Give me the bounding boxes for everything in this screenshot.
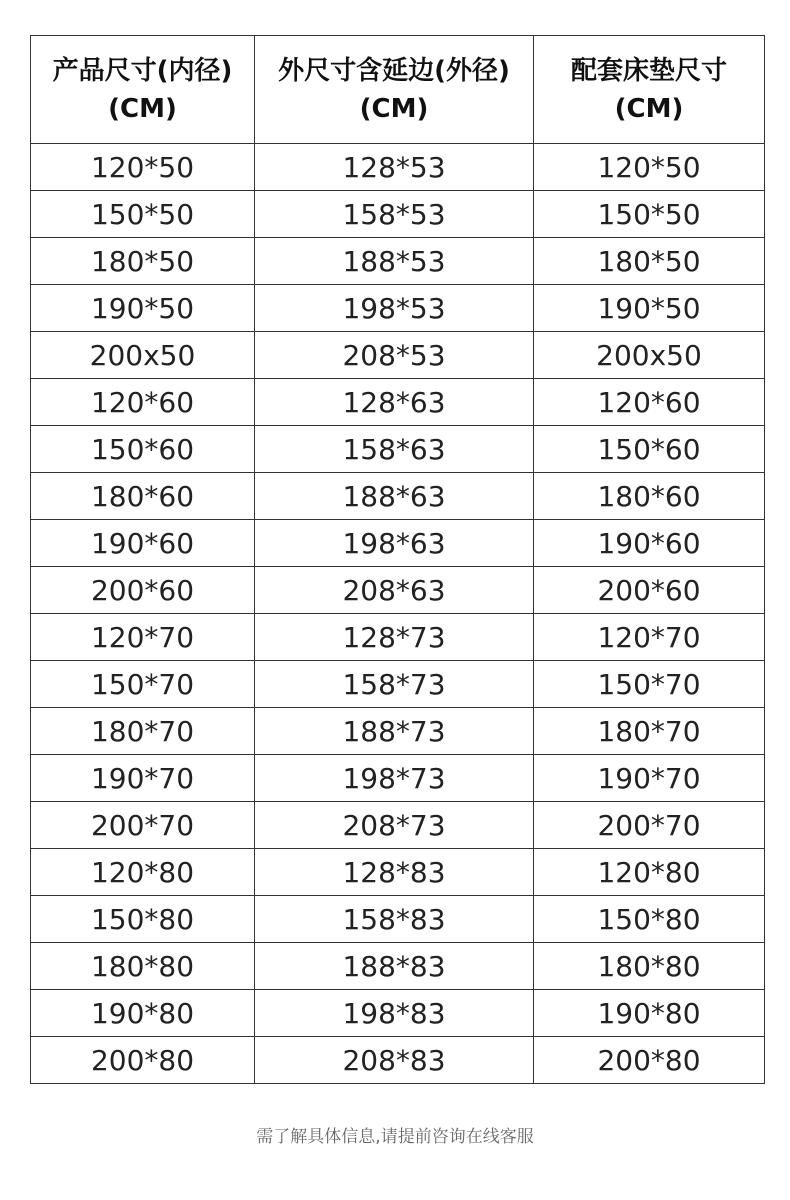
inner-size-cell: 150*80 (31, 896, 255, 943)
header-row (31, 36, 765, 144)
mattress-size-cell: 200x50 (534, 332, 765, 379)
table-row (31, 379, 765, 426)
outer-size-cell: 158*53 (255, 191, 534, 238)
outer-size-cell: 198*63 (255, 520, 534, 567)
outer-size-cell: 188*53 (255, 238, 534, 285)
inner-size-cell: 200*80 (31, 1037, 255, 1084)
mattress-size-cell: 180*80 (534, 943, 765, 990)
mattress-size-cell: 120*70 (534, 614, 765, 661)
header-mattress-size-unit: (CM) (614, 93, 684, 124)
mattress-size-cell: 120*80 (534, 849, 765, 896)
mattress-size-cell: 150*80 (534, 896, 765, 943)
outer-size-cell: 128*73 (255, 614, 534, 661)
inner-size-cell: 180*60 (31, 473, 255, 520)
inner-size-cell: 150*70 (31, 661, 255, 708)
inner-size-cell: 190*70 (31, 755, 255, 802)
header-outer-size-label: 外尺寸含延边(外径) (278, 55, 510, 86)
table-row (31, 990, 765, 1037)
outer-size-cell: 198*83 (255, 990, 534, 1037)
mattress-size-cell: 200*70 (534, 802, 765, 849)
table-row (31, 849, 765, 896)
mattress-size-cell: 180*50 (534, 238, 765, 285)
inner-size-cell: 200*60 (31, 567, 255, 614)
mattress-size-cell: 180*60 (534, 473, 765, 520)
table-row (31, 943, 765, 990)
header-inner-size (31, 36, 255, 144)
inner-size-cell: 120*70 (31, 614, 255, 661)
footer-note: 需了解具体信息,请提前咨询在线客服 (256, 1127, 534, 1147)
outer-size-cell: 158*73 (255, 661, 534, 708)
table-row (31, 473, 765, 520)
table-row (31, 238, 765, 285)
inner-size-cell: 180*80 (31, 943, 255, 990)
mattress-size-cell: 200*80 (534, 1037, 765, 1084)
mattress-size-cell: 200*60 (534, 567, 765, 614)
inner-size-cell: 120*50 (31, 144, 255, 191)
outer-size-cell: 128*83 (255, 849, 534, 896)
header-inner-size-unit: (CM) (108, 93, 177, 124)
outer-size-cell: 198*53 (255, 285, 534, 332)
mattress-size-cell: 150*60 (534, 426, 765, 473)
table-row (31, 567, 765, 614)
inner-size-cell: 190*60 (31, 520, 255, 567)
outer-size-cell: 128*63 (255, 379, 534, 426)
table-row (31, 614, 765, 661)
table-row (31, 426, 765, 473)
header-outer-size-unit: (CM) (359, 93, 429, 124)
table-header (31, 36, 765, 144)
inner-size-cell: 150*50 (31, 191, 255, 238)
header-inner-size-label: 产品尺寸(内径) (52, 55, 233, 86)
table-row (31, 1037, 765, 1084)
inner-size-cell: 150*60 (31, 426, 255, 473)
table-row (31, 755, 765, 802)
table-row (31, 520, 765, 567)
inner-size-cell: 190*50 (31, 285, 255, 332)
outer-size-cell: 208*83 (255, 1037, 534, 1084)
table-body (31, 144, 765, 1084)
table-row (31, 708, 765, 755)
table-row (31, 802, 765, 849)
outer-size-cell: 208*53 (255, 332, 534, 379)
header-mattress-size (534, 36, 765, 144)
outer-size-cell: 198*73 (255, 755, 534, 802)
mattress-size-cell: 190*50 (534, 285, 765, 332)
outer-size-cell: 188*73 (255, 708, 534, 755)
inner-size-cell: 200x50 (31, 332, 255, 379)
header-outer-size (255, 36, 534, 144)
table-row (31, 285, 765, 332)
mattress-size-cell: 190*60 (534, 520, 765, 567)
outer-size-cell: 158*63 (255, 426, 534, 473)
mattress-size-cell: 150*70 (534, 661, 765, 708)
table-row (31, 332, 765, 379)
inner-size-cell: 180*50 (31, 238, 255, 285)
size-table (30, 35, 765, 1084)
mattress-size-cell: 120*50 (534, 144, 765, 191)
mattress-size-cell: 150*50 (534, 191, 765, 238)
outer-size-cell: 188*63 (255, 473, 534, 520)
table-row (31, 896, 765, 943)
header-mattress-size-label: 配套床垫尺寸 (570, 55, 727, 86)
inner-size-cell: 190*80 (31, 990, 255, 1037)
inner-size-cell: 120*80 (31, 849, 255, 896)
outer-size-cell: 208*63 (255, 567, 534, 614)
inner-size-cell: 120*60 (31, 379, 255, 426)
outer-size-cell: 188*83 (255, 943, 534, 990)
table-row (31, 144, 765, 191)
table-row (31, 191, 765, 238)
inner-size-cell: 180*70 (31, 708, 255, 755)
mattress-size-cell: 190*70 (534, 755, 765, 802)
table-row (31, 661, 765, 708)
outer-size-cell: 208*73 (255, 802, 534, 849)
mattress-size-cell: 190*80 (534, 990, 765, 1037)
mattress-size-cell: 180*70 (534, 708, 765, 755)
outer-size-cell: 158*83 (255, 896, 534, 943)
mattress-size-cell: 120*60 (534, 379, 765, 426)
outer-size-cell: 128*53 (255, 144, 534, 191)
inner-size-cell: 200*70 (31, 802, 255, 849)
